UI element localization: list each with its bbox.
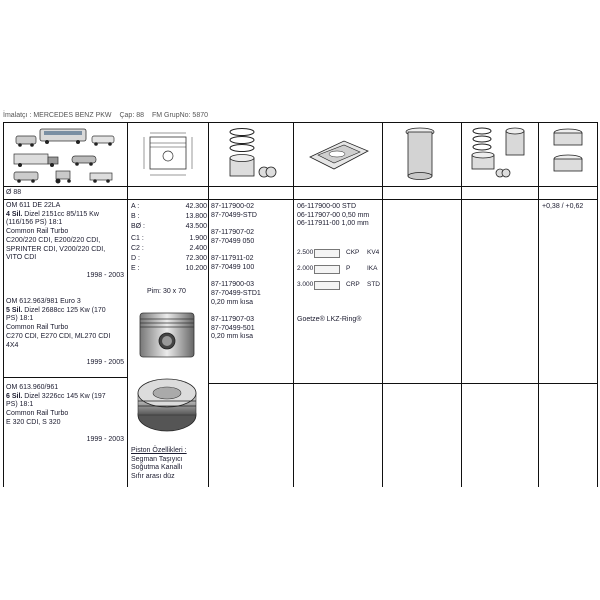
diameter-value: 88 <box>13 189 22 196</box>
dimension-row: D : 72.300 <box>131 255 207 262</box>
piston-code: 87-70499 050 <box>211 237 255 245</box>
dimension-row: E : 10.200 <box>131 265 207 272</box>
dimension-row: A : 42.300 <box>131 203 207 210</box>
piston-feature-item: Segman Taşıyıcı <box>131 455 183 463</box>
piston-features-title: Piston Özellikleri : <box>131 447 187 454</box>
catalog-page <box>0 107 600 487</box>
piston-code-note: 0,20 mm kısa <box>211 298 254 306</box>
engine-years: 1999 - 2003 <box>86 436 124 444</box>
engine-2 <box>6 298 124 368</box>
piston-photo-side <box>134 307 200 367</box>
manufacturer-label: İmalatçı : MERCEDES BENZ PKW <box>3 112 112 119</box>
cylinder-count: 4 Sil. <box>6 210 23 218</box>
ring-spec-row: 2.000 P IKA <box>297 265 378 272</box>
fm-group-label: FM GrupNo: 5870 <box>151 112 208 119</box>
piston-code: 87-117900-03 <box>211 281 255 289</box>
ring-brand: Goetze® LKZ-Ring® <box>297 316 362 323</box>
ring-code: 06-117900-00 STD <box>297 203 357 210</box>
piston-feature-item: Soğutma Kanallı <box>131 464 183 472</box>
engine-spec: Dizel 2151cc 85/115 Kw <box>24 210 99 218</box>
bearing-oversize: +0,38 / +0,62 <box>542 203 584 210</box>
diameter-row <box>6 189 21 198</box>
diameter-symbol: Ø <box>6 189 12 196</box>
piston-code: 87-70499-STD <box>211 211 257 219</box>
ring-spec-row: 2.500 CKP KV4 <box>297 249 380 256</box>
vehicles-icon <box>10 126 122 184</box>
catalog-header <box>3 112 214 119</box>
ring-code: 06-117911-00 1,00 mm <box>297 220 369 228</box>
cylinder-count: 5 Sil. <box>6 306 23 314</box>
vehicle-line: VITO CDI <box>6 254 37 262</box>
gasket-set-icon <box>304 131 374 177</box>
dimension-row: C2 : 2.400 <box>131 245 207 252</box>
engine-spec-2: (116/156 PS) 18:1 <box>6 219 63 227</box>
engine-1 <box>6 202 124 280</box>
pin-size: Pim: 30 x 70 <box>147 288 186 295</box>
engine-years: 1999 - 2005 <box>86 358 124 366</box>
piston-code: 87-117900-02 <box>211 203 255 210</box>
piston-codes <box>211 203 261 342</box>
piston-code: 87-117911-02 <box>211 255 254 263</box>
engine-years: 1998 - 2003 <box>86 271 124 279</box>
engine-spec: Dizel 3226cc 145 Kw (197 <box>24 392 106 400</box>
engine-spec: Dizel 2688cc 125 Kw (170 <box>24 306 106 314</box>
diameter-label: Çap: 88 <box>119 112 145 119</box>
dimension-row: B : 13.800 <box>131 213 207 220</box>
engine-spec-2: PS) 18:1 <box>6 401 34 409</box>
piston-code: 87-70499-STD1 <box>211 289 261 297</box>
engine-model: OM 613.960/961 <box>6 384 59 391</box>
piston-features <box>131 447 207 482</box>
bearing-icon <box>545 125 591 185</box>
ring-code: 06-117907-00 0,50 mm <box>297 211 370 219</box>
vehicle-line: 4X4 <box>6 341 19 349</box>
piston-photo-top <box>134 375 200 437</box>
piston-ring-kit-icon <box>468 125 534 185</box>
vehicle-line: C200/220 CDI, E200/220 CDI, <box>6 236 101 244</box>
engine-type: Common Rail Turbo <box>6 228 69 236</box>
piston-feature-item: Sıfır arası düz <box>131 473 175 481</box>
vehicle-line: E 320 CDI, S 320 <box>6 418 61 426</box>
ring-profile-icon <box>314 265 340 274</box>
ring-profile-icon <box>314 281 340 290</box>
piston-dimension-diagram-icon <box>132 127 204 183</box>
vehicle-line: SPRINTER CDI, V200/220 CDI, <box>6 245 106 253</box>
engine-type: Common Rail Turbo <box>6 410 69 418</box>
dimension-row: C1 : 1.900 <box>131 235 207 242</box>
cylinder-count: 6 Sil. <box>6 392 23 400</box>
engine-model: OM 611 DE 22LA <box>6 202 61 209</box>
engine-type: Common Rail Turbo <box>6 324 69 332</box>
cylinder-liner-icon <box>400 124 440 184</box>
piston-code: 87-70499 100 <box>211 263 255 271</box>
vehicle-line: C270 CDI, E270 CDI, ML270 CDI <box>6 332 111 340</box>
dimension-row: BØ : 43.500 <box>131 223 207 230</box>
engine-3 <box>6 384 124 445</box>
ring-codes <box>297 203 369 229</box>
piston-code: 87-117907-02 <box>211 229 255 237</box>
piston-code-note: 0,20 mm kısa <box>211 333 254 341</box>
ring-profile-icon <box>314 249 340 258</box>
piston-rings-icon <box>222 126 282 184</box>
engine-model: OM 612.963/981 Euro 3 <box>6 298 81 305</box>
engine-spec-2: PS) 18:1 <box>6 315 34 323</box>
ring-spec-row: 3.000 CRP STD <box>297 281 380 288</box>
piston-code: 87-70499-501 <box>211 324 255 332</box>
piston-code: 87-117907-03 <box>211 315 255 323</box>
